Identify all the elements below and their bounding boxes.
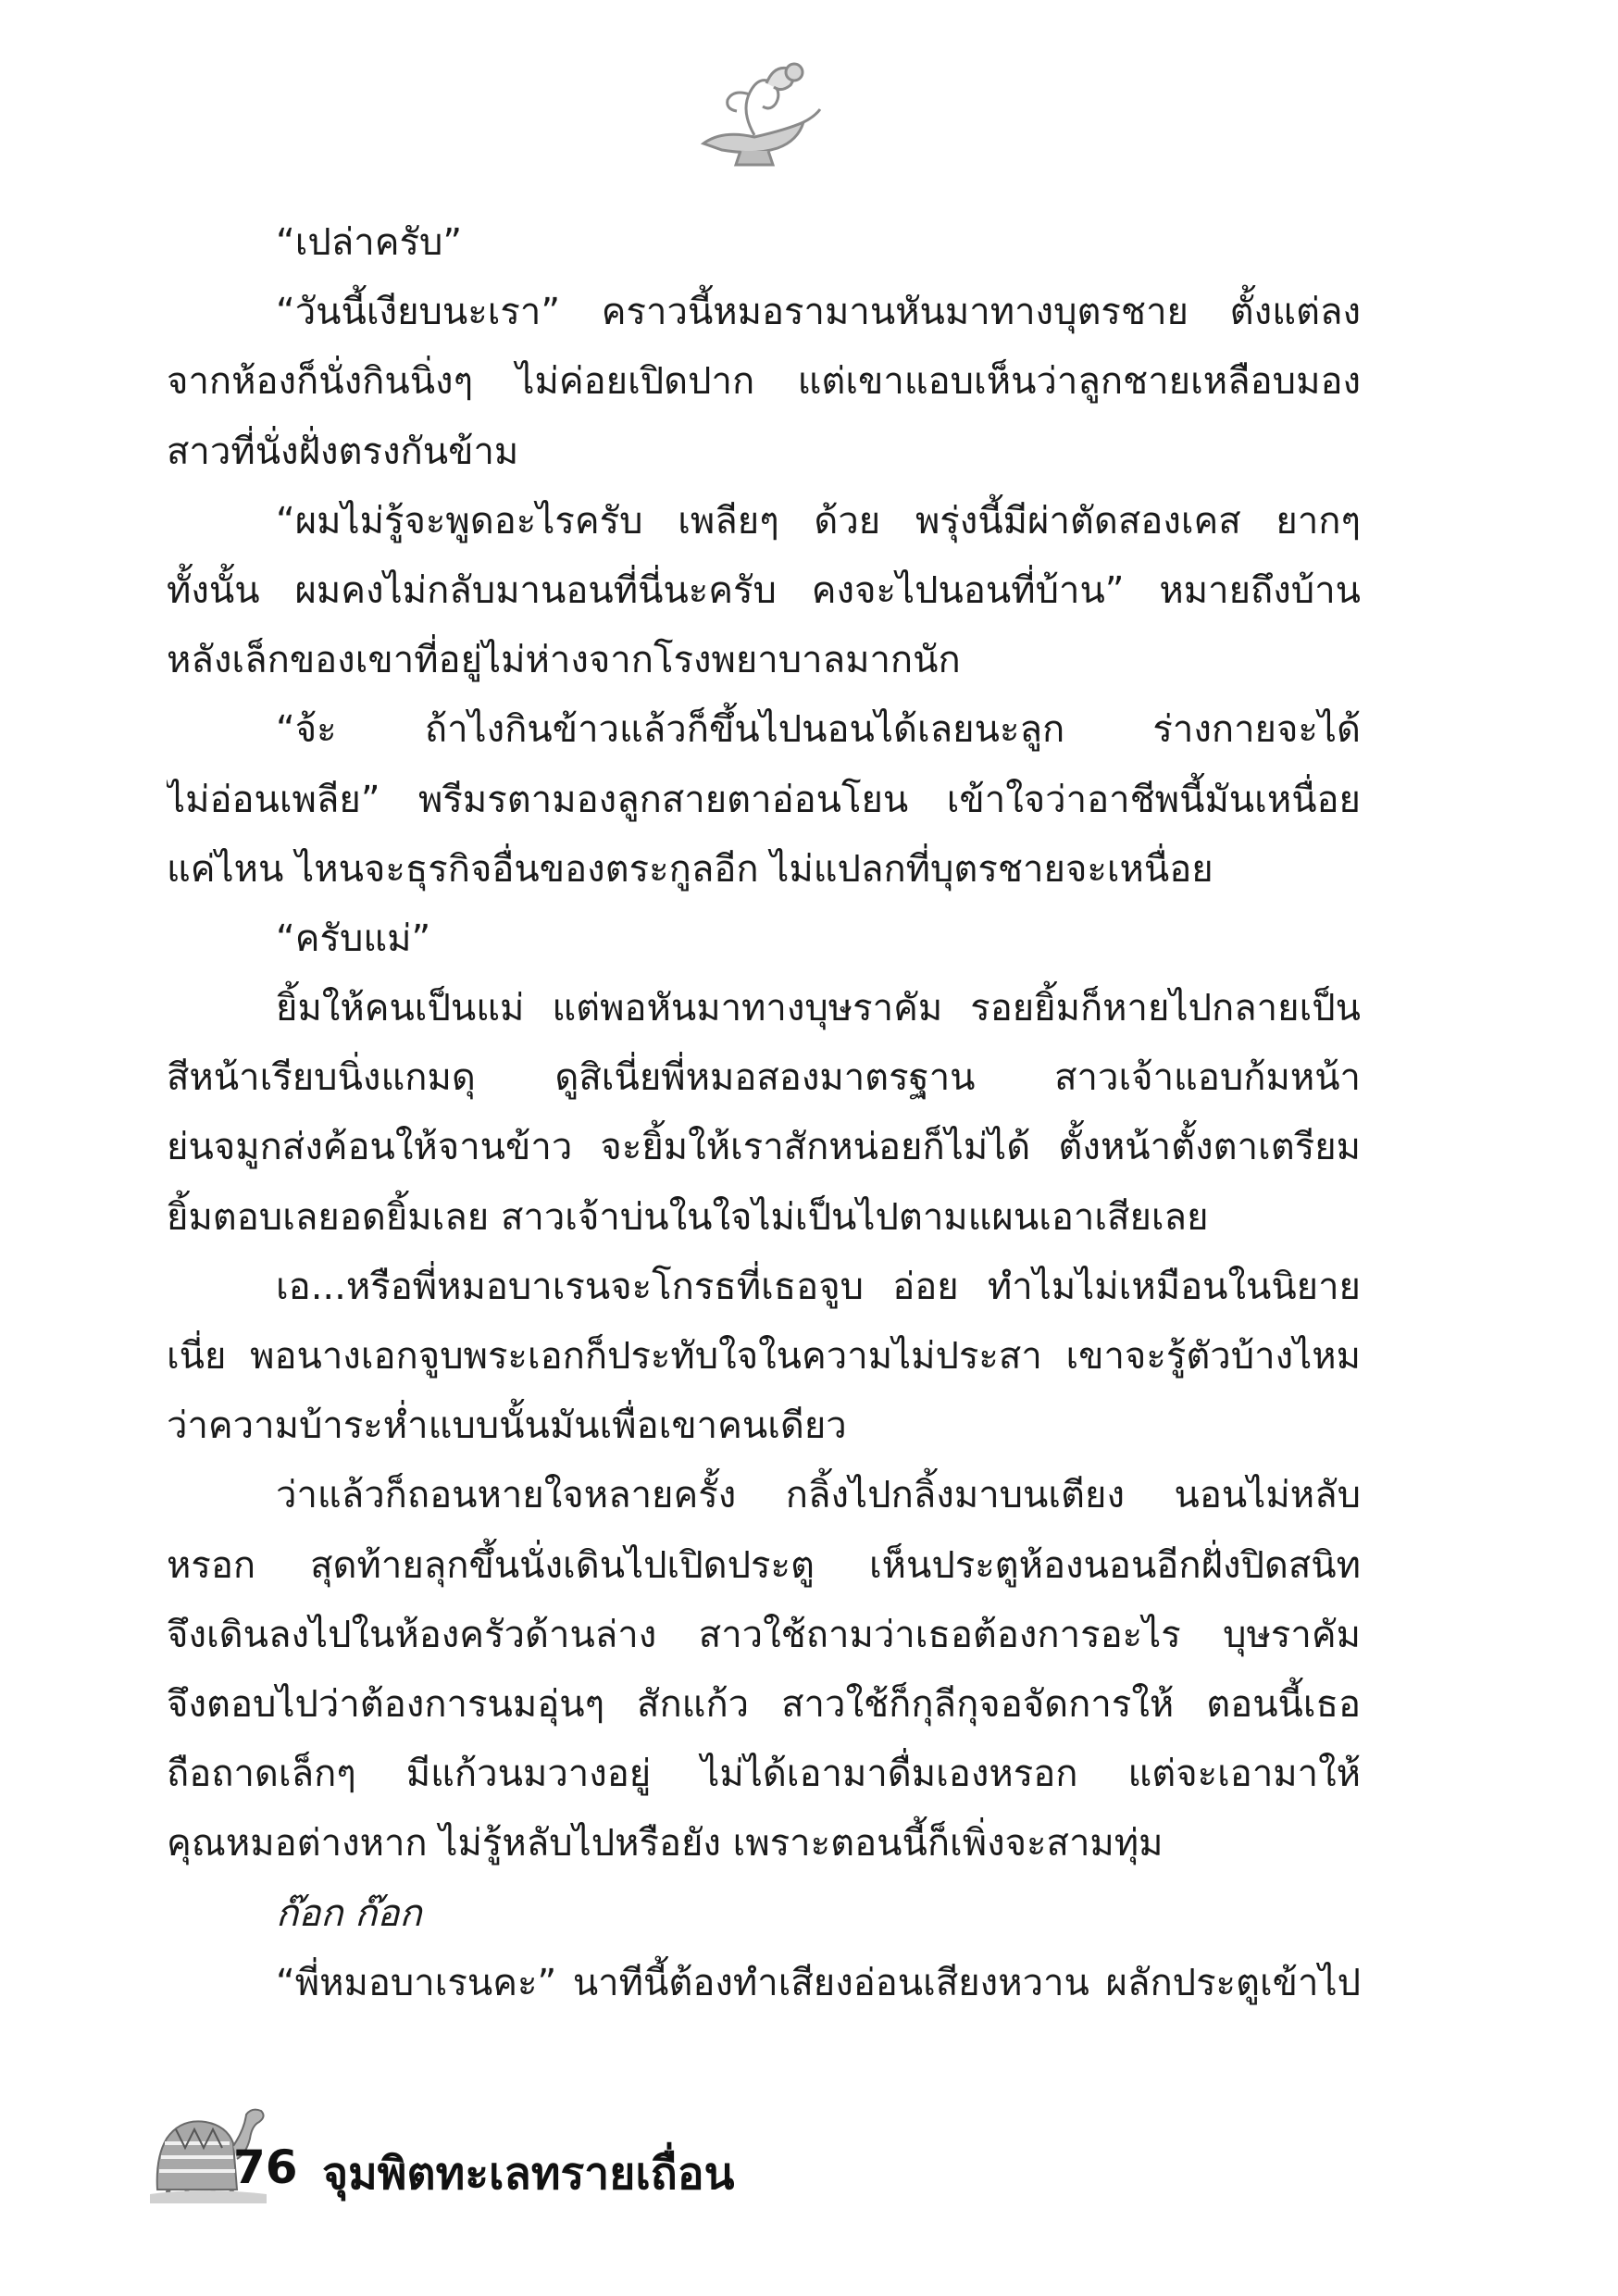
body-text [167, 208, 1361, 2018]
text-line: เนี่ย พอนางเอกจูบพระเอกก็ประทับใจในความไม่ประสา เขาจะรู้ตัวบ้างไหม [167, 1335, 1361, 1378]
page-number: 76 [233, 2140, 298, 2194]
page-footer [148, 2102, 981, 2213]
text-line: “จ้ะ ถ้าไงกินข้าวแล้วก็ขึ้นไปนอนได้เลยนะลูก ร่างกายจะได้ [276, 708, 1361, 752]
text-line: ยิ้มให้คนเป็นแม่ แต่พอหันมาทางบุษราคัม รอยยิ้มก็หายไปกลายเป็น [276, 987, 1361, 1030]
text-line: สีหน้าเรียบนิ่งแกมดุ ดูสิเนี่ยพี่หมอสองมาตรฐาน สาวเจ้าแอบก้มหน้า [167, 1056, 1361, 1100]
text-line: ย่นจมูกส่งค้อนให้จานข้าว จะยิ้มให้เราสักหน่อยก็ไม่ได้ ตั้งหน้าตั้งตาเตรียม [167, 1126, 1361, 1169]
text-line: หรอก สุดท้ายลุกขึ้นนั่งเดินไปเปิดประตู เห็นประตูห้องนอนอีกฝั่งปิดสนิท [167, 1543, 1361, 1587]
text-line: คุณหมอต่างหาก ไม่รู้หลับไปหรือยัง เพราะตอนนี้ก็เพิ่งจะสามทุ่ม [167, 1822, 1164, 1866]
text-line: ก๊อก ก๊อก [276, 1891, 422, 1935]
text-line: “ผมไม่รู้จะพูดอะไรครับ เพลียๆ ด้วย พรุ่งนี้มีผ่าตัดสองเคส ยากๆ [276, 499, 1361, 543]
text-line: หลังเล็กของเขาที่อยู่ไม่ห่างจากโรงพยาบาลมากนัก [167, 639, 961, 682]
genie-lamp-icon [685, 56, 824, 176]
text-line: จากห้องก็นั่งกินนิ่งๆ ไม่ค่อยเปิดปาก แต่เขาแอบเห็นว่าลูกชายเหลือบมอง [167, 360, 1361, 404]
text-line: แค่ไหน ไหนจะธุรกิจอื่นของตระกูลอีก ไม่แปลกที่บุตรชายจะเหนื่อย [167, 847, 1214, 891]
text-line: จึงตอบไปว่าต้องการนมอุ่นๆ สักแก้ว สาวใช้ก็กุลีกุจอจัดการให้ ตอนนี้เธอ [167, 1682, 1361, 1726]
text-line: “เปล่าครับ” [276, 221, 463, 264]
text-line: “วันนี้เงียบนะเรา” คราวนี้หมอรามานหันมาทางบุตรชาย ตั้งแต่ลง [276, 291, 1361, 334]
text-line: เอ...หรือพี่หมอบาเรนจะโกรธที่เธอจูบ อ่อย ทำไมไม่เหมือนในนิยาย [276, 1265, 1361, 1308]
text-line: ไม่อ่อนเพลีย” พรีมรตามองลูกสายตาอ่อนโยน เข้าใจว่าอาชีพนี้มันเหนื่อย [167, 778, 1361, 821]
text-line: ทั้งนั้น ผมคงไม่กลับมานอนที่นี่นะครับ คงจะไปนอนที่บ้าน” หมายถึงบ้าน [167, 568, 1361, 612]
text-line: “พี่หมอบาเรนคะ” นาทีนี้ต้องทำเสียงอ่อนเสียงหวาน ผลักประตูเข้าไป [276, 1961, 1361, 2004]
text-line: สาวที่นั่งฝั่งตรงกันข้าม [167, 430, 519, 473]
text-line: “ครับแม่” [276, 917, 431, 960]
text-line: ว่าความบ้าระห่ำแบบนั้นมันเพื่อเขาคนเดียว [167, 1404, 847, 1448]
text-line: ยิ้มตอบเลยอดยิ้มเลย สาวเจ้าบ่นในใจไม่เป็นไปตามแผนเอาเสียเลย [167, 1195, 1209, 1239]
text-line: ถือถาดเล็กๆ มีแก้วนมวางอยู่ ไม่ได้เอามาดื่มเองหรอก แต่จะเอามาให้ [167, 1753, 1361, 1796]
text-line: ว่าแล้วก็ถอนหายใจหลายครั้ง กลิ้งไปกลิ้งมาบนเตียง นอนไม่หลับ [276, 1474, 1361, 1517]
text-line: จึงเดินลงไปในห้องครัวด้านล่าง สาวใช้ถามว่าเธอต้องการอะไร บุษราคัม [167, 1613, 1361, 1656]
book-title: จุมพิตทะเลทรายเถื่อน [322, 2148, 735, 2200]
